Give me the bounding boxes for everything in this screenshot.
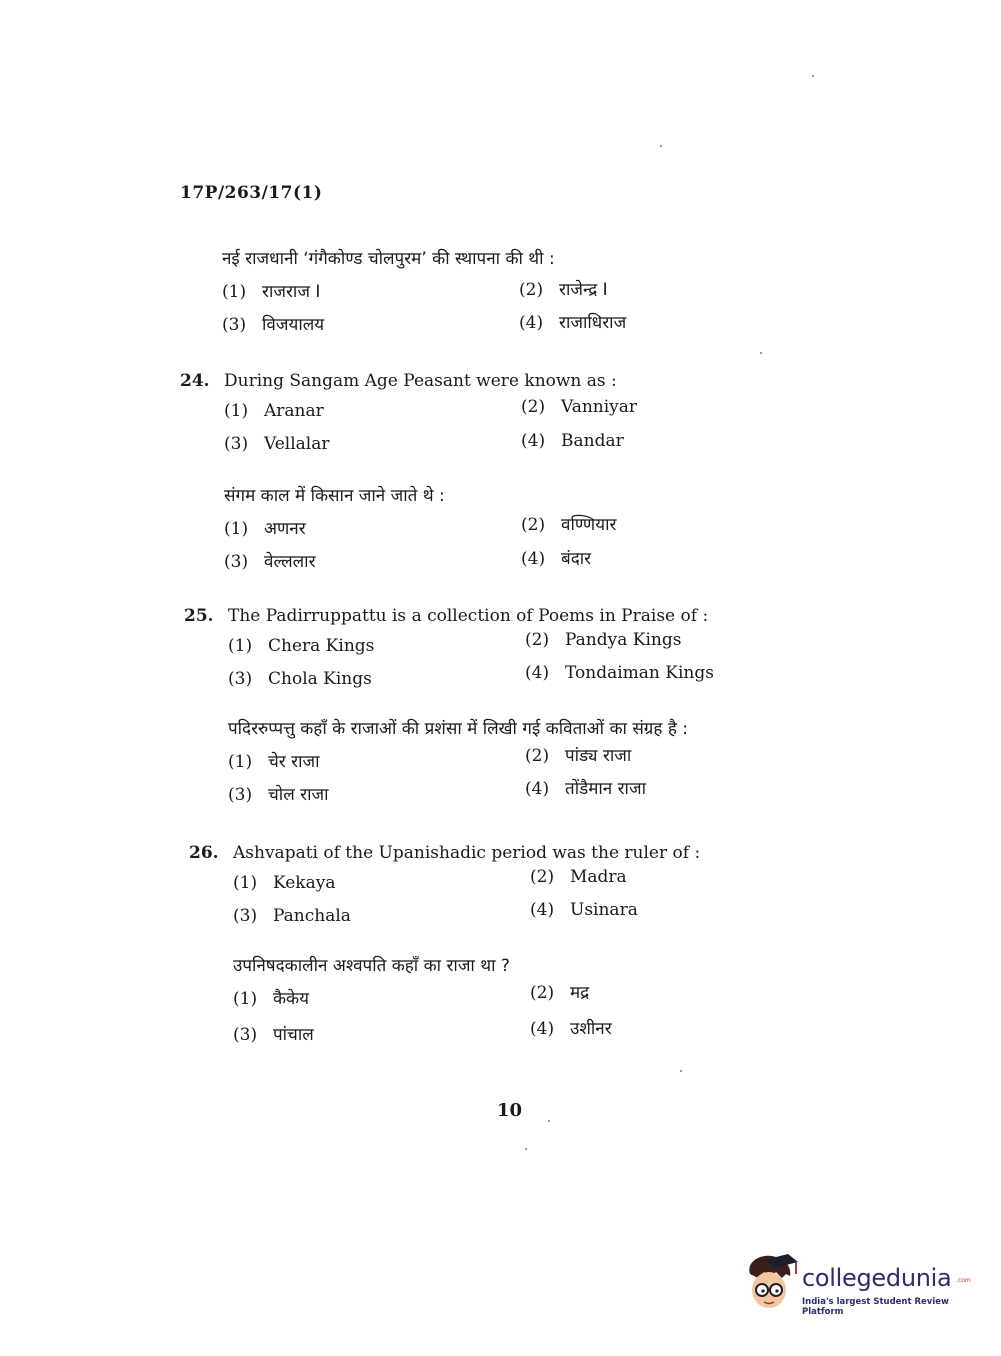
option-1: (1) चेर राजा <box>228 752 320 772</box>
scan-speck <box>680 1070 682 1072</box>
option-3: (3) चोल राजा <box>228 785 329 805</box>
option-4: (4) Bandar <box>521 431 624 451</box>
option-3: (3) Panchala <box>233 906 351 926</box>
option-3: (3) Vellalar <box>224 434 330 454</box>
option-4: (4) Usinara <box>530 900 638 920</box>
option-2: (2) वण्णियार <box>521 515 617 535</box>
option-4: (4) Tondaiman Kings <box>525 663 714 683</box>
option-2: (2) Vanniyar <box>521 397 638 417</box>
option-2: (2) पांड्य राजा <box>525 746 632 766</box>
question-text: 25. The Padirruppattu is a collection of Poems in Praise of : <box>184 606 709 626</box>
option-4: (4) बंदार <box>521 549 592 569</box>
logo-tagline: India's largest Student Review Platform <box>802 1297 949 1317</box>
mascot-icon <box>742 1252 800 1314</box>
paper-code: 17P/263/17(1) <box>180 183 323 203</box>
question-text: 24. During Sangam Age Peasant were known as : <box>180 371 617 391</box>
question-23-hindi <box>222 246 627 345</box>
option-3: (3) Chola Kings <box>228 669 372 689</box>
option-3: (3) वेल्ललार <box>224 552 316 572</box>
option-1: (1) अणनर <box>224 519 306 539</box>
scan-speck <box>812 75 814 77</box>
collegedunia-logo <box>742 1250 972 1320</box>
scan-speck <box>760 352 762 354</box>
question-text: 26. Ashvapati of the Upanishadic period was the ruler of : <box>189 843 701 863</box>
option-1: (1) Chera Kings <box>228 636 375 656</box>
logo-name: collegedunia <box>802 1264 952 1292</box>
option-1: (1) Aranar <box>224 401 324 421</box>
option-2: (2) Madra <box>530 867 627 887</box>
option-4: (4) राजाधिराज <box>519 313 627 333</box>
page-number: 10 <box>497 1100 523 1121</box>
option-1: (1) राजराज I <box>222 282 321 302</box>
option-4: (4) उशीनर <box>530 1019 612 1039</box>
question-text-hindi: पदिररुप्पत्तु कहाँ के राजाओं की प्रशंसा में लिखी गई कविताओं का संग्रह है : <box>228 719 688 739</box>
option-3: (3) विजयालय <box>222 315 325 335</box>
scan-speck <box>660 145 662 147</box>
question-text-hindi: नई राजधानी ‘गंगैकोण्ड चोलपुरम’ की स्थापना की थी : <box>222 249 555 269</box>
scan-speck <box>525 1148 527 1150</box>
option-4: (4) तोंडैमान राजा <box>525 779 646 799</box>
logo-suffix: .com <box>956 1277 971 1284</box>
option-1: (1) Kekaya <box>233 873 336 893</box>
option-1: (1) कैकेय <box>233 989 309 1009</box>
option-2: (2) Pandya Kings <box>525 630 682 650</box>
question-text-hindi: संगम काल में किसान जाने जाते थे : <box>224 486 445 506</box>
scan-speck <box>548 1120 550 1122</box>
question-text-hindi: उपनिषदकालीन अश्वपति कहाँ का राजा था ? <box>233 956 510 976</box>
option-3: (3) पांचाल <box>233 1025 314 1045</box>
option-2: (2) मद्र <box>530 983 590 1003</box>
question-26 <box>189 843 700 1052</box>
question-25 <box>184 606 714 815</box>
question-24 <box>180 371 638 582</box>
option-2: (2) राजेन्द्र I <box>519 280 608 300</box>
